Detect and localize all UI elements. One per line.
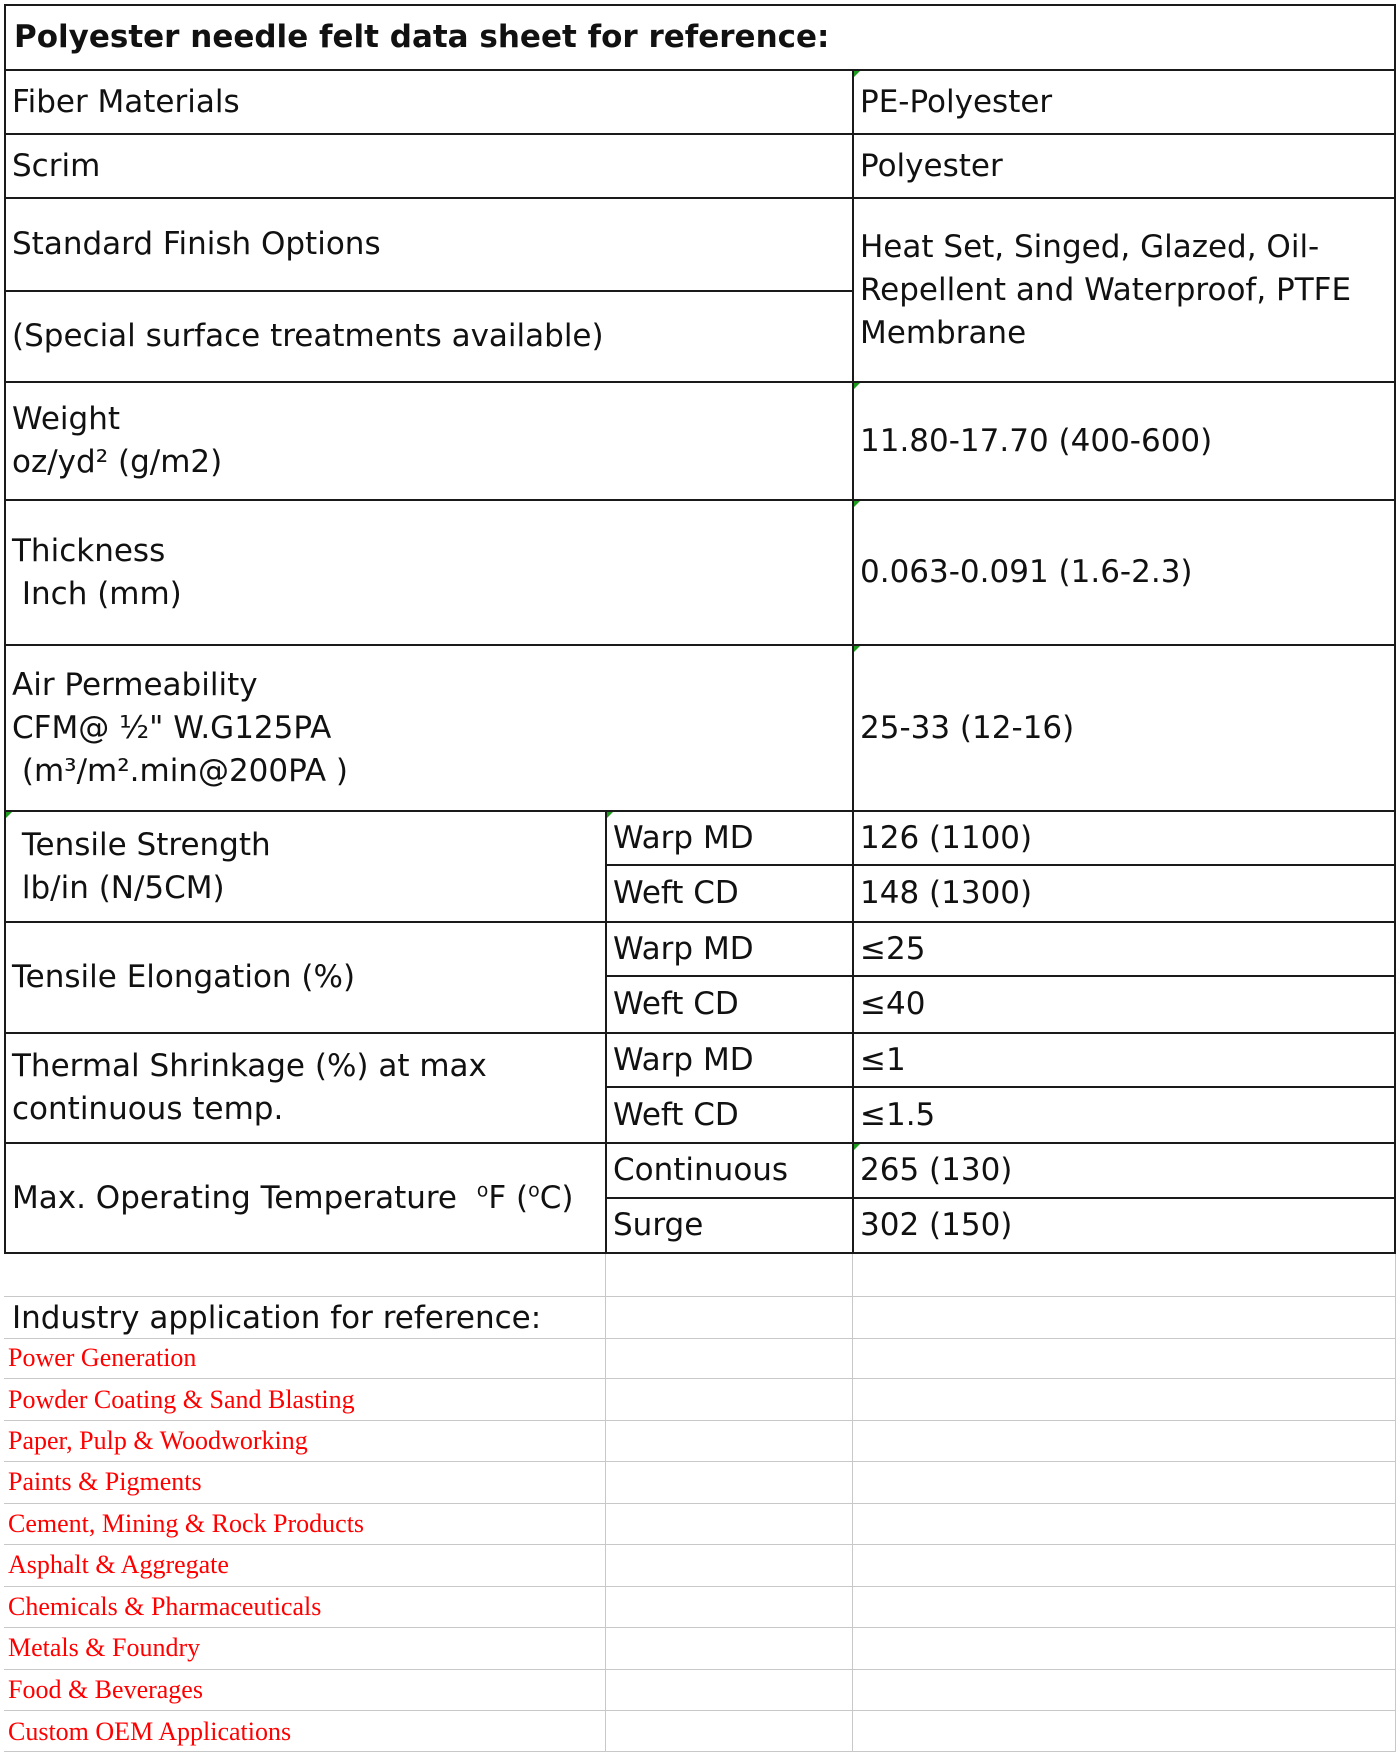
finish-value-line: Membrane — [860, 314, 1027, 351]
max-temp-dir: Surge — [613, 1207, 704, 1243]
elongation-dir: Warp MD — [613, 930, 754, 967]
gridline — [4, 1420, 1396, 1421]
max-temp-dir: Continuous — [613, 1152, 789, 1188]
tensile-strength-value: 126 (1100) — [860, 819, 1033, 856]
gridline — [4, 1751, 1396, 1752]
shrinkage-value: ≤1.5 — [860, 1096, 936, 1133]
shrinkage-label-line: continuous temp. — [12, 1091, 284, 1127]
tensile-strength-unit: lb/in (N/5CM) — [12, 869, 225, 906]
tensile-strength-dir: Weft CD — [613, 875, 739, 911]
scrim-value: Polyester — [860, 147, 1003, 184]
weight-value: 11.80-17.70 (400-600) — [860, 422, 1213, 459]
max-temp-text: Max. Operating Temperature — [12, 1179, 477, 1216]
sheet-title: Polyester needle felt data sheet for reference: — [14, 19, 830, 55]
tensile-elongation-label: Tensile Elongation (%) — [12, 959, 356, 995]
industry-item: Asphalt & Aggregate — [8, 1550, 229, 1579]
gridline — [4, 1503, 1396, 1504]
air-unit-line: (m³/m².min@200PA ) — [12, 752, 348, 789]
gridline — [4, 1586, 1396, 1587]
gridline — [4, 1461, 1396, 1462]
max-temp-label-line — [12, 1177, 605, 1220]
max-temp-label — [6, 1144, 605, 1252]
thickness-label-line: Thickness — [12, 532, 166, 569]
air-unit-line: CFM@ ½" W.G125PA — [12, 709, 332, 746]
gridline — [4, 1544, 1396, 1545]
tensile-strength-dir: Warp MD — [613, 819, 754, 856]
degree-sign: o — [528, 1179, 540, 1202]
gridline — [1395, 1254, 1396, 1751]
max-temp-value: 302 (150) — [860, 1207, 1013, 1243]
industry-item: Custom OEM Applications — [8, 1717, 292, 1746]
finish-options-note: (Special surface treatments available) — [12, 318, 604, 354]
industry-item: Metals & Foundry — [8, 1633, 201, 1662]
thickness-label — [6, 501, 852, 644]
fiber-materials-value: PE-Polyester — [860, 83, 1053, 120]
max-temp-value: 265 (130) — [860, 1152, 1013, 1188]
finish-value-line: Heat Set, Singed, Glazed, Oil- — [860, 228, 1320, 265]
thickness-unit-line: Inch (mm) — [12, 575, 182, 612]
air-label-line: Air Permeability — [12, 666, 258, 703]
industry-heading: Industry application for reference: — [12, 1300, 542, 1336]
tensile-strength-label — [6, 812, 605, 921]
table-border — [1394, 4, 1396, 1254]
gridline — [4, 1710, 1396, 1711]
shrinkage-label-line: Thermal Shrinkage (%) at max — [12, 1048, 487, 1084]
fiber-materials-label: Fiber Materials — [12, 83, 240, 120]
industry-item: Powder Coating & Sand Blasting — [8, 1385, 355, 1414]
thickness-value: 0.063-0.091 (1.6-2.3) — [860, 554, 1193, 590]
industry-item: Paper, Pulp & Woodworking — [8, 1426, 308, 1455]
elongation-dir: Weft CD — [613, 986, 739, 1022]
finish-value-line: Repellent and Waterproof, PTFE — [860, 271, 1352, 308]
industry-item: Chemicals & Pharmaceuticals — [8, 1592, 322, 1621]
scrim-label: Scrim — [12, 147, 101, 184]
thermal-shrinkage-label — [6, 1034, 605, 1142]
gridline — [4, 1378, 1396, 1379]
gridline — [4, 1627, 1396, 1628]
air-permeability-value: 25-33 (12-16) — [860, 709, 1075, 746]
elongation-value: ≤40 — [860, 986, 926, 1022]
tensile-strength-value: 148 (1300) — [860, 875, 1033, 911]
industry-item: Power Generation — [8, 1343, 197, 1372]
finish-options-label: Standard Finish Options — [12, 226, 381, 262]
gridline — [4, 1669, 1396, 1670]
weight-label — [6, 383, 852, 499]
table-border — [4, 1252, 1396, 1254]
degree-sign: o — [476, 1179, 489, 1202]
weight-label-line: Weight — [12, 401, 121, 437]
unit-f: F ( — [488, 1179, 529, 1216]
elongation-value: ≤25 — [860, 930, 926, 967]
shrinkage-dir: Weft CD — [613, 1096, 739, 1133]
shrinkage-value: ≤1 — [860, 1041, 906, 1078]
weight-unit-line: oz/yd² (g/m2) — [12, 444, 223, 480]
unit-c: C) — [539, 1179, 574, 1216]
air-permeability-label — [6, 646, 852, 810]
tensile-strength-line: Tensile Strength — [12, 826, 271, 863]
industry-item: Cement, Mining & Rock Products — [8, 1509, 365, 1538]
industry-item: Paints & Pigments — [8, 1467, 202, 1496]
industry-item: Food & Beverages — [8, 1675, 203, 1704]
shrinkage-dir: Warp MD — [613, 1041, 754, 1078]
finish-options-value — [854, 199, 1394, 381]
